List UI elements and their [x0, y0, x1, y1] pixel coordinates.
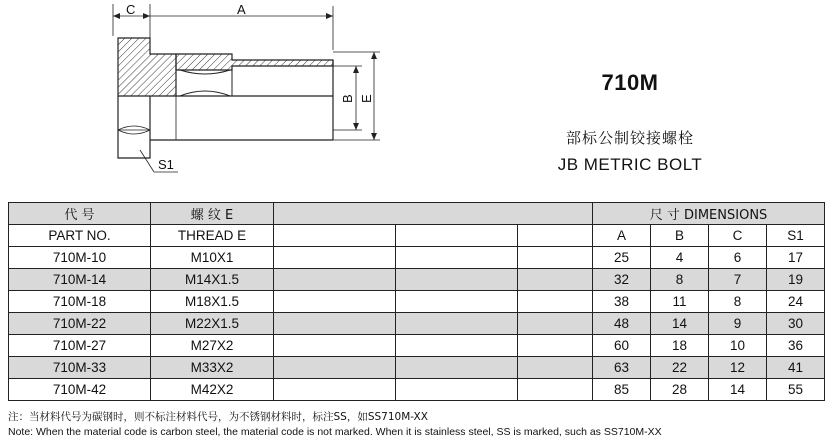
note-english: Note: When the material code is carbon steel, the material code is not marked. When it is stainless steel, SS is marked, such as SS710M-XX [8, 426, 662, 438]
cell-part: 710M-22 [9, 313, 151, 335]
product-name-english: JB METRIC BOLT [557, 155, 703, 174]
header-blank-2 [274, 225, 396, 247]
table-row [9, 313, 825, 335]
dimension-b [333, 66, 362, 130]
cell-blank [396, 335, 518, 357]
cell-part: 710M-10 [9, 247, 151, 269]
cell-blank [396, 291, 518, 313]
model-number: 710M [601, 70, 659, 95]
dimension-a [150, 2, 333, 50]
cell-c: 9 [709, 313, 767, 335]
cell-blank [274, 335, 396, 357]
cell-blank [274, 291, 396, 313]
cell-s1: 55 [767, 379, 825, 401]
cell-s1: 24 [767, 291, 825, 313]
dimension-c-label: C [126, 2, 136, 17]
cell-part: 710M-27 [9, 335, 151, 357]
cell-blank [518, 379, 593, 401]
spec-table [8, 202, 825, 401]
header-thread-cn: 螺 纹 E [151, 203, 274, 225]
header-col-c: C [709, 225, 767, 247]
header-blank-4 [518, 225, 593, 247]
note-chinese: 注：当材料代号为碳钢时，则不标注材料代号，为不锈钢材料时，标注SS，如SS710M-XX [8, 411, 428, 423]
header-row-1 [9, 203, 825, 225]
table-row [9, 269, 825, 291]
cell-blank [396, 357, 518, 379]
cell-c: 7 [709, 269, 767, 291]
cell-blank [274, 247, 396, 269]
cell-c: 10 [709, 335, 767, 357]
dimension-s1 [140, 150, 178, 172]
dimension-a-label: A [237, 2, 246, 17]
cell-blank [518, 357, 593, 379]
cell-s1: 41 [767, 357, 825, 379]
cell-a: 38 [593, 291, 651, 313]
cell-blank [274, 357, 396, 379]
cell-a: 63 [593, 357, 651, 379]
cell-blank [396, 269, 518, 291]
cell-c: 12 [709, 357, 767, 379]
header-dimensions: 尺 寸 DIMENSIONS [593, 203, 825, 225]
cell-blank [396, 379, 518, 401]
header-thread-en: THREAD E [151, 225, 274, 247]
cell-thread: M33X2 [151, 357, 274, 379]
cell-b: 4 [651, 247, 709, 269]
header-col-a: A [593, 225, 651, 247]
cell-b: 11 [651, 291, 709, 313]
product-name-chinese: 部标公制铰接螺栓 [565, 129, 694, 147]
cell-thread: M10X1 [151, 247, 274, 269]
cell-c: 14 [709, 379, 767, 401]
cell-b: 28 [651, 379, 709, 401]
table-row [9, 335, 825, 357]
cell-thread: M18X1.5 [151, 291, 274, 313]
header-blank-3 [396, 225, 518, 247]
cell-thread: M42X2 [151, 379, 274, 401]
cell-b: 22 [651, 357, 709, 379]
cell-c: 8 [709, 291, 767, 313]
table-row [9, 247, 825, 269]
header-part-cn: 代 号 [9, 203, 151, 225]
cell-blank [396, 313, 518, 335]
cell-blank [518, 269, 593, 291]
header-blank [274, 203, 593, 225]
hex-head [118, 96, 150, 158]
table-row [9, 379, 825, 401]
cell-a: 48 [593, 313, 651, 335]
cell-thread: M22X1.5 [151, 313, 274, 335]
cell-a: 60 [593, 335, 651, 357]
cell-a: 32 [593, 269, 651, 291]
dimension-s1-label: S1 [158, 157, 174, 172]
cell-blank [518, 335, 593, 357]
cell-b: 18 [651, 335, 709, 357]
cell-blank [396, 247, 518, 269]
cell-blank [274, 269, 396, 291]
header-row-2 [9, 225, 825, 247]
cell-part: 710M-42 [9, 379, 151, 401]
table-row [9, 291, 825, 313]
cell-a: 85 [593, 379, 651, 401]
cell-b: 14 [651, 313, 709, 335]
dimension-b-label: B [340, 94, 355, 103]
cell-part: 710M-33 [9, 357, 151, 379]
cell-thread: M27X2 [151, 335, 274, 357]
dimension-c [113, 2, 150, 40]
cell-b: 8 [651, 269, 709, 291]
cell-blank [518, 291, 593, 313]
dimension-e-label: E [359, 94, 374, 103]
header-part-en: PART NO. [9, 225, 151, 247]
table-row [9, 357, 825, 379]
cell-s1: 30 [767, 313, 825, 335]
cell-thread: M14X1.5 [151, 269, 274, 291]
header-col-s1: S1 [767, 225, 825, 247]
cell-s1: 36 [767, 335, 825, 357]
cell-blank [274, 313, 396, 335]
cell-s1: 19 [767, 269, 825, 291]
cell-a: 25 [593, 247, 651, 269]
cell-blank [274, 379, 396, 401]
cell-c: 6 [709, 247, 767, 269]
cell-s1: 17 [767, 247, 825, 269]
cell-blank [518, 313, 593, 335]
cell-blank [518, 247, 593, 269]
cell-part: 710M-14 [9, 269, 151, 291]
header-col-b: B [651, 225, 709, 247]
cell-part: 710M-18 [9, 291, 151, 313]
